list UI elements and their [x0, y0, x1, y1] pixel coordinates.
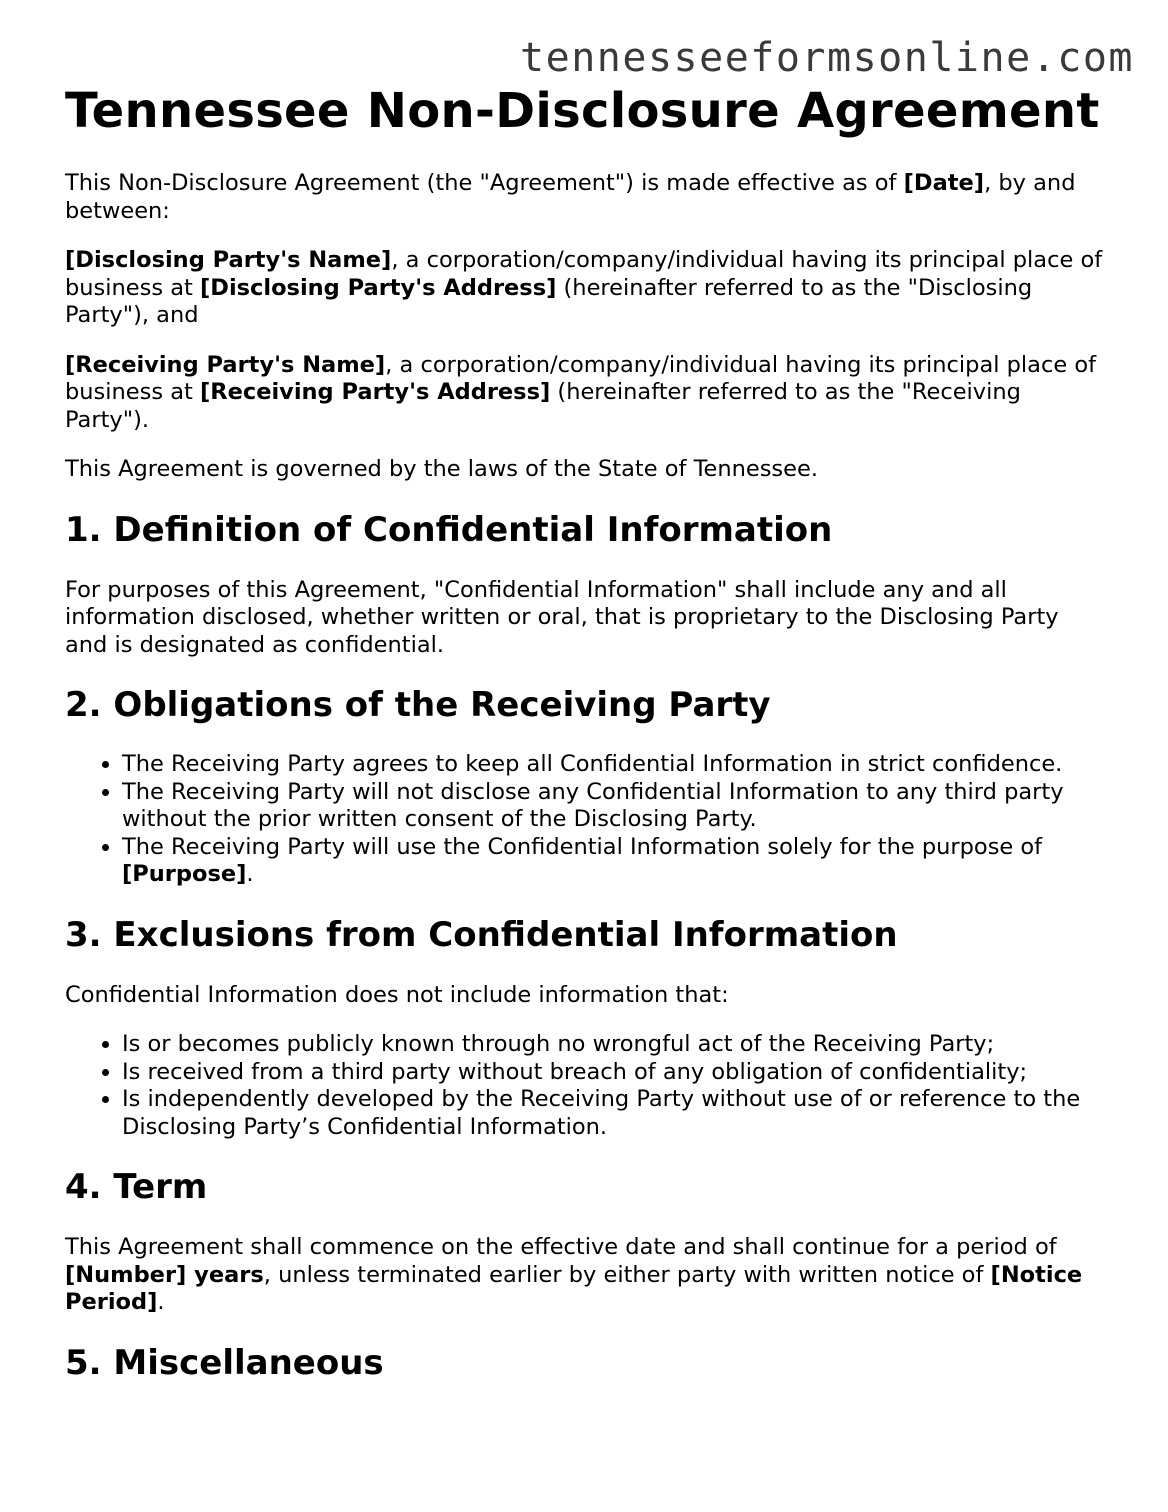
- list-item: • The Receiving Party will not disclose any Confidential Information to any third party without the prior written consent of the Disclosing Party.: [122, 779, 1105, 834]
- list-item: • Is independently developed by the Receiving Party without use of or reference to the Disclosing Party’s Confidential Information.: [122, 1086, 1105, 1141]
- list-item: • Is or becomes publicly known through no wrongful act of the Receiving Party;: [122, 1031, 1105, 1059]
- section-4-heading: 4. Term: [65, 1167, 208, 1207]
- list-item: • The Receiving Party agrees to keep all Confidential Information in strict confidence.: [122, 751, 1105, 779]
- section-1-body: For purposes of this Agreement, "Confidential Information" shall include any and all information disclosed, whether written or oral, that is proprietary to the Disclosing Party and is designated as confidential.: [65, 576, 1059, 658]
- document-title: Tennessee Non-Disclosure Agreement: [65, 83, 1100, 139]
- disclosing-address-field: [Disclosing Party's Address]: [199, 274, 557, 301]
- disclosing-name-field: [Disclosing Party's Name]: [65, 247, 392, 273]
- section-4-body: This Agreement shall commence on the effective date and shall continue for a period of [Number] years, unless terminated earlier by either party with written notice of [Notice Period].: [65, 1234, 1083, 1315]
- receiving-name-field: [Receiving Party's Name]: [65, 351, 386, 378]
- section-3-intro: Confidential Information does not include information that:: [65, 981, 729, 1008]
- receiving-party-paragraph: [Receiving Party's Name], a corporation/company/individual having its principal place of business at [Receiving Party's Address] (hereinafter referred to as the "Receiving Party").: [65, 351, 1097, 433]
- section-5-heading: 5. Miscellaneous: [65, 1342, 384, 1383]
- section-3-heading: 3. Exclusions from Confidential Information: [65, 914, 898, 955]
- date-field: [Date]: [903, 170, 985, 196]
- notice-period-field: [Notice Period]: [65, 1261, 1083, 1315]
- purpose-field: [Purpose]: [122, 861, 247, 887]
- list-item: • Is received from a third party without breach of any obligation of confidentiality;: [122, 1059, 1105, 1087]
- section-1-heading: 1. Definition of Confidential Information: [65, 509, 833, 550]
- obligations-list: [65, 751, 1105, 889]
- document-body: [65, 84, 1105, 1383]
- term-years-field: [Number] years: [65, 1261, 264, 1288]
- intro-paragraph: This Non-Disclosure Agreement (the "Agreement") is made effective as of [Date], by and between:: [65, 170, 1076, 224]
- receiving-address-field: [Receiving Party's Address]: [199, 379, 551, 405]
- disclosing-party-paragraph: [Disclosing Party's Name], a corporation/company/individual having its principal place of business at [Disclosing Party's Address] (hereinafter referred to as the "Disclosing Party"), and: [65, 247, 1103, 328]
- list-item: • The Receiving Party will use the Confidential Information solely for the purpose of [Purpose].: [122, 834, 1105, 889]
- exclusions-list: [65, 1031, 1105, 1141]
- section-2-heading: 2. Obligations of the Receiving Party: [65, 685, 771, 725]
- site-watermark: tennesseeformsonline.com: [520, 35, 1134, 81]
- governing-law-paragraph: This Agreement is governed by the laws of the State of Tennessee.: [65, 456, 818, 482]
